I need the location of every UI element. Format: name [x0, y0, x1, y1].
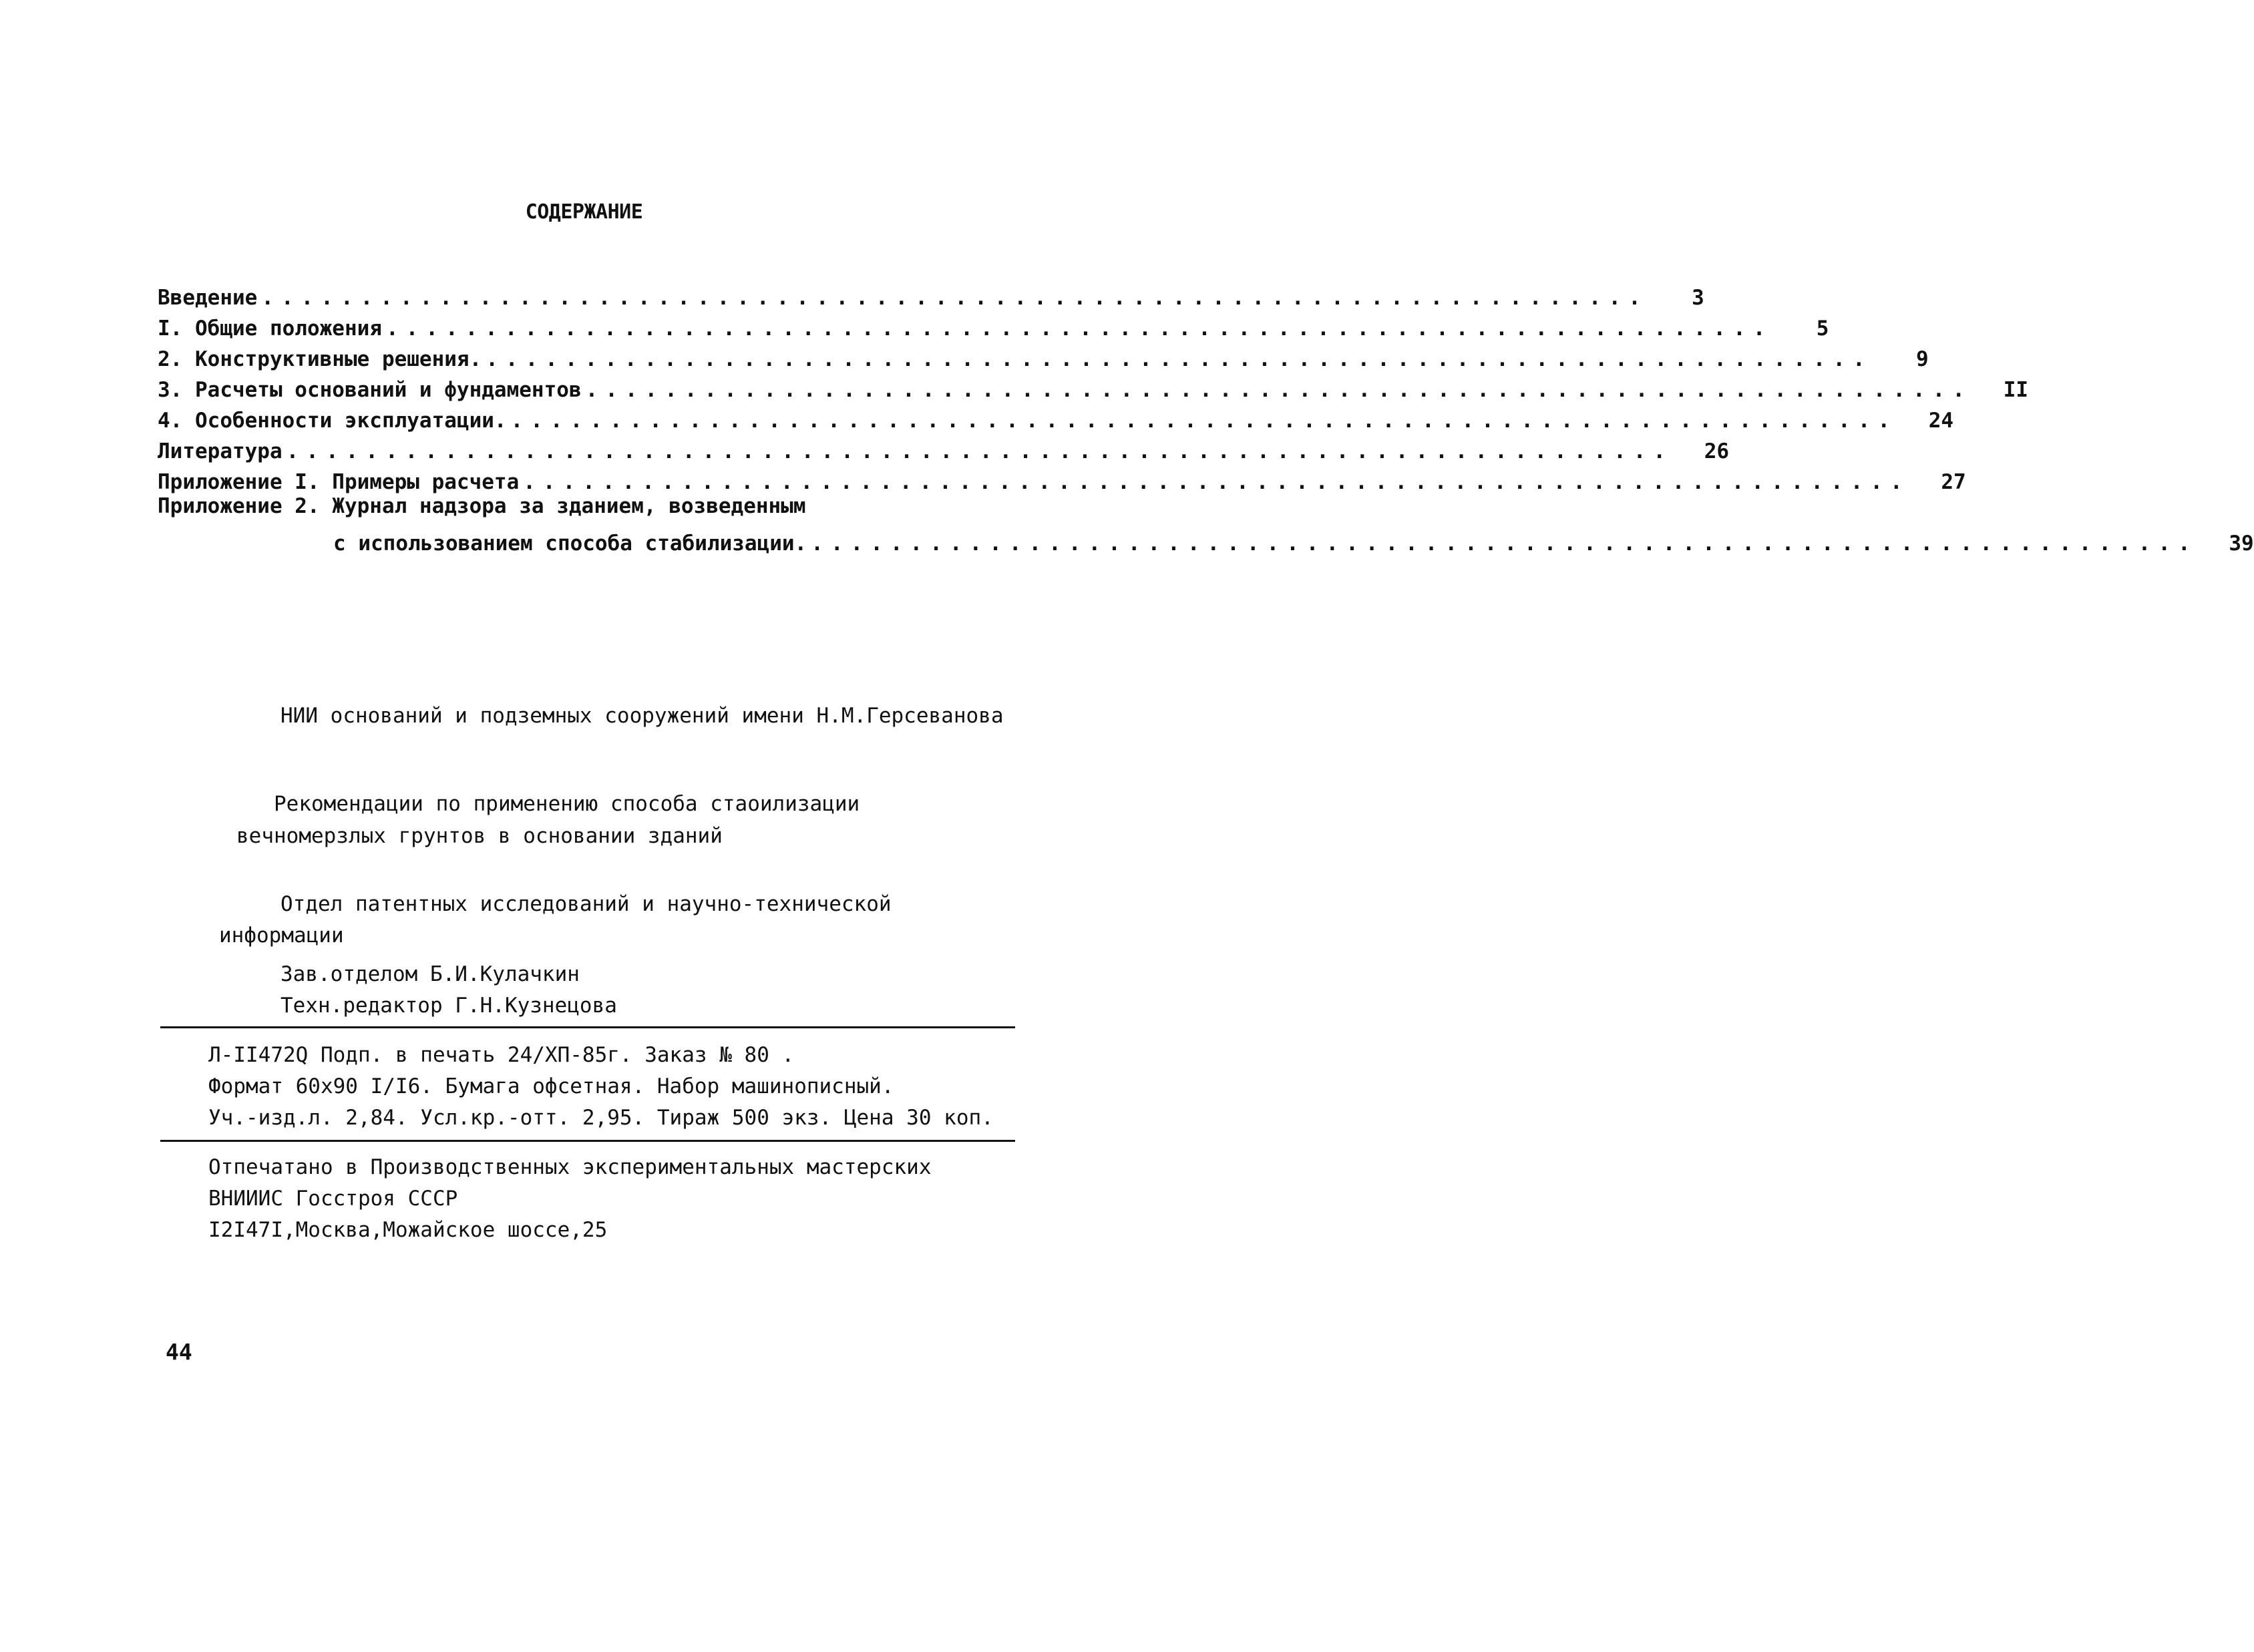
toc-entry-label: 2. Конструктивные решения.: [158, 347, 482, 371]
publication-title-line: вечномерзлых грунтов в основании зданий: [236, 824, 723, 848]
toc-leader-dots: ......................................................................: [486, 347, 1873, 371]
print-info-line: Уч.-изд.л. 2,84. Усл.кр.-отт. 2,95. Тираж 500 экз. Цена 30 коп.: [208, 1106, 994, 1130]
toc-entry-page: 9: [1916, 347, 1929, 371]
printed-by-line: ВНИИИС Госстроя СССР: [208, 1187, 458, 1211]
toc-entry-label: с использованием способа стабилизации.: [333, 532, 807, 556]
toc-entry: [158, 279, 1704, 310]
toc-entry: [158, 341, 1929, 371]
toc-entry-page: 27: [1941, 470, 1966, 494]
toc-entry: [158, 402, 1954, 433]
toc-entry-continuation: [158, 525, 2254, 556]
page-number: 44: [166, 1339, 192, 1365]
table-of-contents: [158, 279, 2254, 556]
toc-entry: [158, 463, 1966, 494]
toc-entry-label: I. Общие положения: [158, 317, 382, 341]
publication-title-line: Рекомендации по применению способа стаоилизации: [274, 792, 860, 816]
toc-entry-page: 5: [1816, 317, 1829, 341]
toc-entry-page: 3: [1692, 286, 1704, 310]
toc-entry-label: 3. Расчеты оснований и фундаментов: [158, 378, 582, 402]
toc-entry-label: 4. Особенности эксплуатации.: [158, 409, 507, 433]
toc-title: СОДЕРЖАНИЕ: [525, 200, 643, 224]
toc-leader-dots: ......................................................................: [286, 439, 1674, 463]
printed-by-line: Отпечатано в Производственных экспериментальных мастерских: [208, 1155, 932, 1179]
divider: [160, 1026, 1015, 1028]
toc-entry-page: 24: [1928, 409, 1954, 433]
toc-entry: [158, 310, 1829, 341]
toc-entry: [158, 494, 1014, 525]
printed-by-line: I2I47I,Москва,Можайское шоссе,25: [208, 1218, 608, 1242]
toc-entry-label: Приложение 2. Журнал надзора за зданием, возведенным: [158, 494, 806, 518]
toc-entry-label: Приложение I. Примеры расчета: [158, 470, 520, 494]
technical-editor: Техн.редактор Г.Н.Кузнецова: [280, 994, 617, 1018]
toc-entry-page: 26: [1704, 439, 1730, 463]
toc-leader-dots: ......................................................................: [523, 470, 1910, 494]
toc-entry-page: II: [2003, 378, 2029, 402]
department-line: Отдел патентных исследований и научно-технической: [280, 892, 892, 916]
toc-entry: [158, 371, 2029, 402]
toc-leader-dots: ......................................................................: [811, 532, 2198, 556]
toc-leader-dots: ......................................................................: [510, 409, 1898, 433]
institute-name: НИИ оснований и подземных сооружений имени Н.М.Герсеванова: [280, 704, 1004, 728]
toc-leader-dots: ......................................................................: [585, 378, 1973, 402]
toc-entry-label: Литература: [158, 439, 283, 463]
head-of-department: Зав.отделом Б.И.Кулачкин: [280, 962, 580, 986]
toc-entry-page: 39: [2229, 532, 2254, 556]
toc-entry: [158, 433, 1730, 463]
toc-leader-dots: ......................................................................: [385, 317, 1773, 341]
print-info-line: Формат 60х90 I/I6. Бумага офсетная. Набор машинописный.: [208, 1074, 894, 1098]
department-line: информации: [219, 923, 344, 948]
print-info-line: Л-II472Q Подп. в печать 24/ХП-85г. Заказ № 80 .: [208, 1043, 795, 1067]
toc-entry-label: Введение: [158, 286, 258, 310]
divider: [160, 1140, 1015, 1142]
toc-leader-dots: ......................................................................: [261, 286, 1648, 310]
